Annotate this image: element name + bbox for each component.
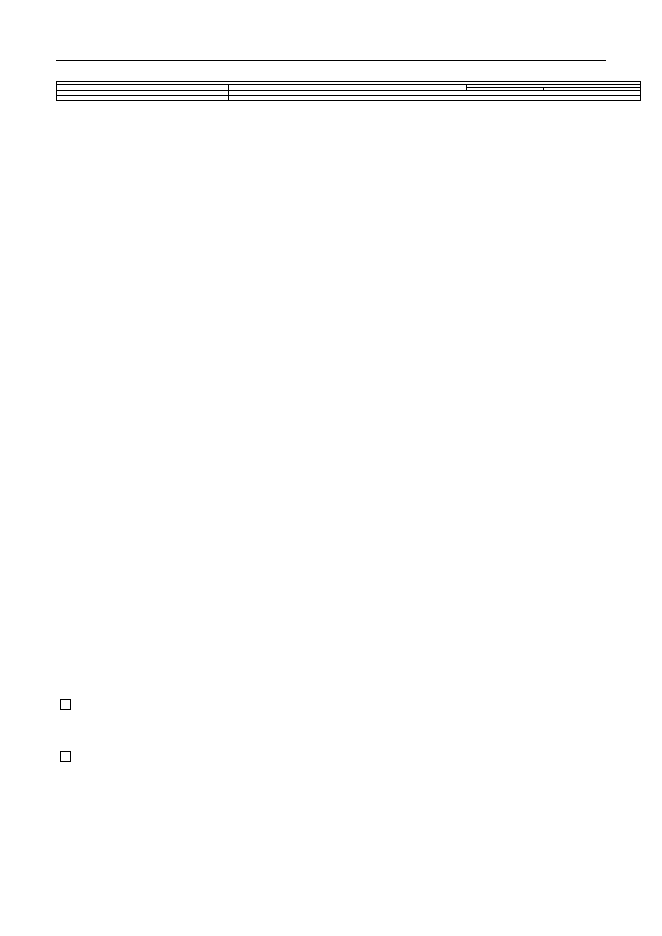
header-rule <box>56 60 606 61</box>
shareholder-table <box>56 81 641 101</box>
margin-trading-value <box>229 96 641 101</box>
checkbox-icon <box>60 751 71 762</box>
margin-trading-row <box>57 96 641 101</box>
margin-trading-label <box>57 96 229 101</box>
change-note-options <box>60 749 83 767</box>
lending-note-options <box>60 697 83 715</box>
checkbox-icon <box>60 699 71 710</box>
change-note <box>60 749 83 767</box>
lending-note <box>60 697 83 715</box>
